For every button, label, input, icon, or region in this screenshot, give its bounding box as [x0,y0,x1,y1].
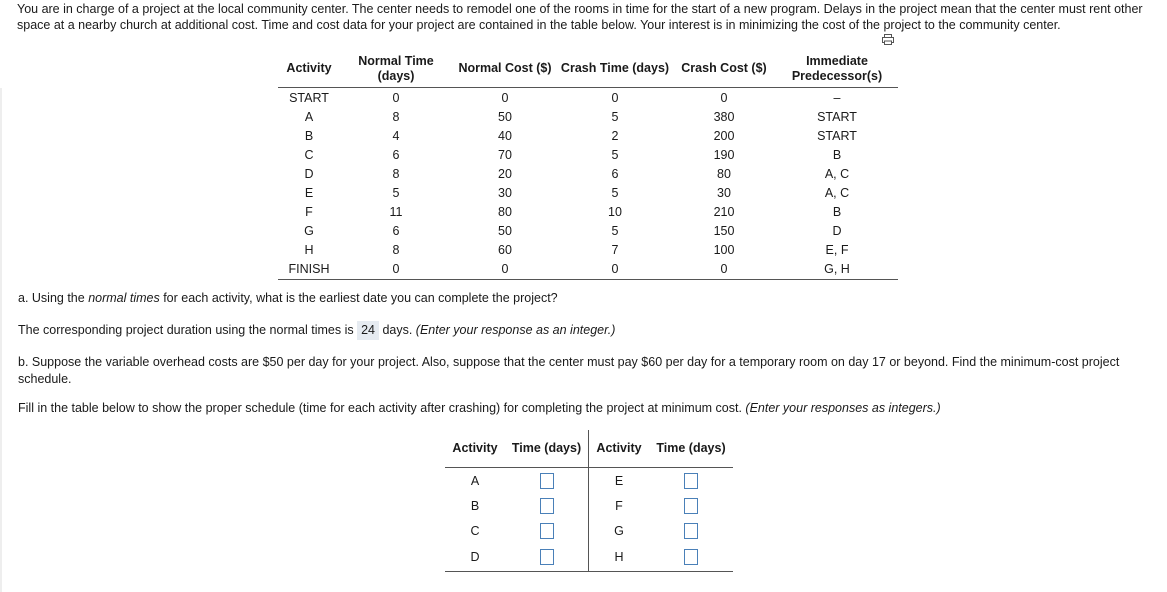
instruction-hint: (Enter your responses as integers.) [745,401,941,415]
cell: 30 [717,185,731,200]
activity-label: H [589,543,650,572]
cell: 30 [498,185,512,200]
text: days. [378,323,416,337]
activity-label: C [470,523,480,538]
time-input-c[interactable] [540,523,554,539]
cell: 210 [713,204,735,219]
text: Fill in the table below to show the proper schedule (time for each activity after crashing) for completing the project at minimum cost. [18,401,746,415]
activity-label: B [470,498,480,513]
problem-intro: You are in charge of a project at the local community center. The center needs to remodel one of the rooms in time for the start of a new program. Delays in the project mean that the center must rent other space at a nearby church at additional cost. Time and cost data for your project are contained in the table below. Your interest is in minimizing the cost of the project to the community center. [17,2,1143,32]
time-cell [505,468,589,494]
time-input-h[interactable] [684,549,698,565]
cell: 380 [713,109,735,124]
cell: D [304,166,314,181]
cell: 60 [498,242,512,257]
answer-field[interactable]: 24 [357,321,379,340]
schedule-table [445,430,733,572]
cell: 100 [713,242,735,257]
cell: 0 [611,90,619,105]
table-row [445,468,733,494]
cell: 5 [611,109,619,124]
part-a-question [18,290,1148,307]
time-cell [649,493,733,518]
cell: 7 [611,242,619,257]
cell: C [304,147,314,162]
cell: 6 [611,166,619,181]
answer-hint: (Enter your response as an integer.) [415,323,616,337]
cell: 8 [392,166,400,181]
header-activity: Activity [445,430,505,468]
cell: A [304,109,314,124]
cell: 40 [498,128,512,143]
header-normal-time: Normal Time (days) [340,50,452,88]
cell: 6 [392,147,400,162]
cell: 20 [498,166,512,181]
cell: 5 [611,185,619,200]
cell: G, H [776,259,898,280]
cell: B [832,147,842,162]
cell: 0 [501,90,509,105]
cell: E, F [825,242,849,257]
cell: START [289,90,329,105]
header-activity-2: Activity [589,430,650,468]
table-row [278,107,898,126]
cell: START [817,128,857,143]
header-predecessors: Immediate Predecessor(s) [776,50,898,88]
part-a-answer [18,321,1148,340]
cell: A, C [824,185,850,200]
cell: 2 [611,128,619,143]
cell: B [304,128,314,143]
cell: FINISH [278,259,340,280]
cell: 80 [498,204,512,219]
cell: START [817,109,857,124]
time-cell [505,518,589,543]
cell: 80 [717,166,731,181]
table-row [445,493,733,518]
cell: 8 [392,109,400,124]
activity-label: E [614,473,624,488]
activity-data-table [278,50,898,280]
cell: 50 [498,223,512,238]
cell: 6 [392,223,400,238]
cell: 5 [611,147,619,162]
table-row [278,202,898,221]
time-cell [505,493,589,518]
cell: 200 [713,128,735,143]
table-row [445,518,733,543]
schedule-table-header [445,430,733,468]
activity-label: D [445,543,505,572]
text-emphasis: normal times [88,291,160,305]
cell: 150 [713,223,735,238]
time-input-f[interactable] [684,498,698,514]
time-cell [649,468,733,494]
cell: 10 [608,204,622,219]
cell: 0 [720,90,728,105]
table-row [278,88,898,108]
cell: 0 [558,259,672,280]
print-icon[interactable] [882,34,894,45]
cell: H [304,242,314,257]
left-border [0,88,2,592]
header-time: Time (days) [505,430,589,468]
table-row [278,126,898,145]
cell: 70 [498,147,512,162]
cell: 4 [392,128,400,143]
table-row [278,145,898,164]
cell: 5 [392,185,400,200]
time-cell [649,518,733,543]
text: for each activity, what is the earliest date you can complete the project? [159,291,558,305]
cell: 50 [498,109,512,124]
cell: F [305,204,313,219]
header-time-2: Time (days) [649,430,733,468]
cell: G [304,223,314,238]
table-row [278,240,898,259]
data-table-header [278,50,898,88]
text: The corresponding project duration using the normal times is [18,323,358,337]
table-row [278,221,898,240]
cell: 8 [392,242,400,257]
header-crash-cost: Crash Cost ($) [672,50,776,88]
cell: 0 [452,259,558,280]
part-b-instruction [18,400,1148,417]
table-row [278,259,898,280]
cell: – [833,90,841,105]
activity-label: F [615,498,623,513]
table-row [445,543,733,572]
cell: B [832,204,842,219]
cell: 11 [389,204,403,219]
cell: 190 [713,147,735,162]
time-input-g[interactable] [684,523,698,539]
time-input-e[interactable] [684,473,698,489]
cell: A, C [824,166,850,181]
cell: 5 [611,223,619,238]
cell: 0 [340,259,452,280]
time-input-b[interactable] [540,498,554,514]
activity-label: G [614,523,624,538]
cell: D [832,223,842,238]
table-row [278,183,898,202]
text: a. Using the [18,291,89,305]
cell: 0 [672,259,776,280]
cell: E [304,185,314,200]
time-cell [649,543,733,572]
header-crash-time: Crash Time (days) [558,50,672,88]
header-activity: Activity [278,50,340,88]
activity-label: A [470,473,480,488]
table-row [278,164,898,183]
header-normal-cost: Normal Cost ($) [452,50,558,88]
time-cell [505,543,589,572]
part-b-question: b. Suppose the variable overhead costs are $50 per day for your project. Also, suppose that the center must pay $60 per day for a temporary room on day 17 or beyond. Find the minimum-cost project schedule. [18,355,1120,386]
time-input-a[interactable] [540,473,554,489]
time-input-d[interactable] [540,549,554,565]
cell: 0 [392,90,400,105]
